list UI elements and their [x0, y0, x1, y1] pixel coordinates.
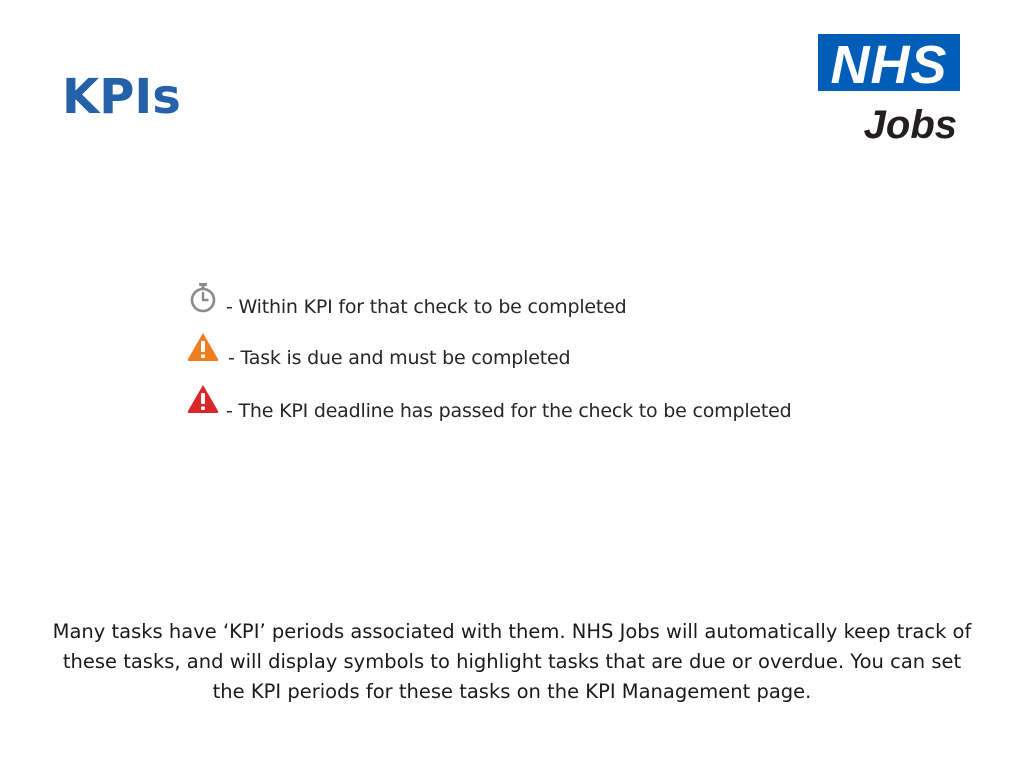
alert-triangle-icon: [186, 382, 220, 416]
legend-item-within-kpi: [186, 282, 627, 316]
logo-bottom-text: Jobs: [863, 103, 957, 144]
legend-label-within-kpi: - Within KPI for that check to be completed: [226, 296, 627, 318]
legend-item-task-due: [186, 330, 571, 369]
legend-label-deadline-passed: - The KPI deadline has passed for the check to be completed: [226, 400, 792, 422]
stopwatch-icon: [186, 282, 220, 316]
logo-top-text: NHS: [830, 35, 948, 95]
warning-triangle-icon: [186, 330, 220, 364]
page-title: KPIs: [62, 69, 181, 125]
legend-item-deadline-passed: [186, 382, 792, 422]
kpi-description: Many tasks have ‘KPI’ periods associated with them. NHS Jobs will automatically keep track of these tasks, and will display symbols to highlight tasks that are due or overdue. You can set the KPI periods for these tasks on the KPI Management page.: [52, 620, 972, 703]
nhs-jobs-logo: [818, 34, 960, 144]
legend-label-task-due: - Task is due and must be completed: [228, 347, 571, 369]
